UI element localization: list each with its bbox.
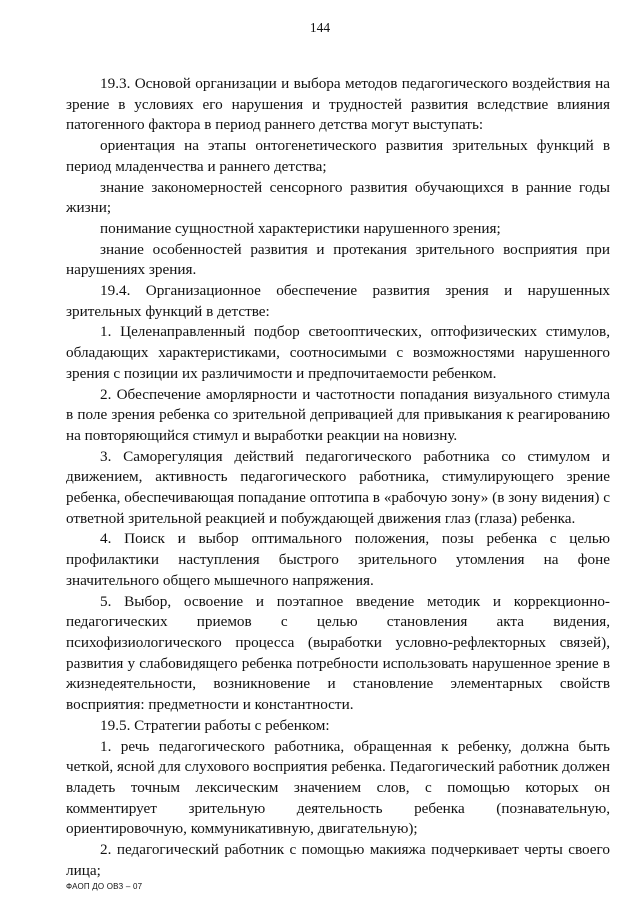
paragraph-19-4-item-2: 2. Обеспечение аморлярности и частотности попадания визуального стимула в поле зрения ребенка со зрительной депривацией для привыкания к реагированию на повторяющийся стимул и выработки реакции на новизну. xyxy=(66,385,610,444)
paragraph-impaired-vision-essence: понимание сущностной характеристики нарушенного зрения; xyxy=(100,219,501,237)
paragraph-19-5-item-2: 2. педагогический работник с помощью макияжа подчеркивает черты своего лица; xyxy=(66,841,610,879)
paragraph-sensory-patterns: знание закономерностей сенсорного развития обучающихся в ранние годы жизни; xyxy=(66,178,610,217)
paragraph-19-5-intro: 19.5. Стратегии работы с ребенком: xyxy=(100,716,330,734)
paragraph-19-4-item-1: 1. Целенаправленный подбор светооптических, оптофизических стимулов, обладающих характеристиками, соотносимыми с возможностями нарушенного зрения с позиции их различимости и предпочитаемости ребенком. xyxy=(66,323,610,382)
paragraph-19-4-item-5: 5. Выбор, освоение и поэтапное введение методик и коррекционно-педагогических приемов с целью становления акта видения, психофизиологического процесса (выработки условно-рефлекторных связей), развития у слабовидящего ребенка потребности использовать нарушенное зрение в жизнедеятельности, возникновение и становление элементарных свойств восприятия: предметности и константности. xyxy=(66,592,610,714)
paragraph-19-4-item-3: 3. Саморегуляция действий педагогического работника со стимулом и движением, активность педагогического работника, стимулирующего зрение ребенка, обеспечивающая попадание оптотипа в «рабочую зону» (в зону видения) с ответной зрительной реакцией и побуждающей движения глаз (глаза) ребенка. xyxy=(66,447,610,527)
paragraph-19-4-item-4: 4. Поиск и выбор оптимального положения, позы ребенка с целью профилактики наступления быстрого зрительного утомления на фоне значительного общего мышечного напряжения. xyxy=(66,530,610,589)
paragraph-visual-perception: знание особенностей развития и протекания зрительного восприятия при нарушениях зрения. xyxy=(66,240,610,279)
document-footer: ФАОП ДО ОВЗ – 07 xyxy=(66,882,143,891)
page-number: 144 xyxy=(309,20,331,35)
paragraph-ontogenetic-stages: ориентация на этапы онтогенетического развития зрительных функций в период младенчества и раннего детства; xyxy=(66,137,610,175)
paragraph-19-4-intro: 19.4. Организационное обеспечение развития зрения и нарушенных зрительных функций в детстве: xyxy=(66,282,610,320)
paragraph-19-3-intro: 19.3. Основой организации и выбора методов педагогического воздействия на зрение в условиях его нарушения и трудностей развития вследствие влияния патогенного фактора в период раннего детства могут выступать: xyxy=(66,75,610,134)
document-body xyxy=(66,74,610,881)
paragraph-19-5-item-1: 1. речь педагогического работника, обращенная к ребенку, должна быть четкой, ясной для слухового восприятия ребенка. Педагогический работник должен владеть точным лексическим значением слов, с помощью которых он комментирует зрительную деятельность ребенка (познавательную, ориентировочную, коммуникативную, двигательную); xyxy=(66,737,610,838)
